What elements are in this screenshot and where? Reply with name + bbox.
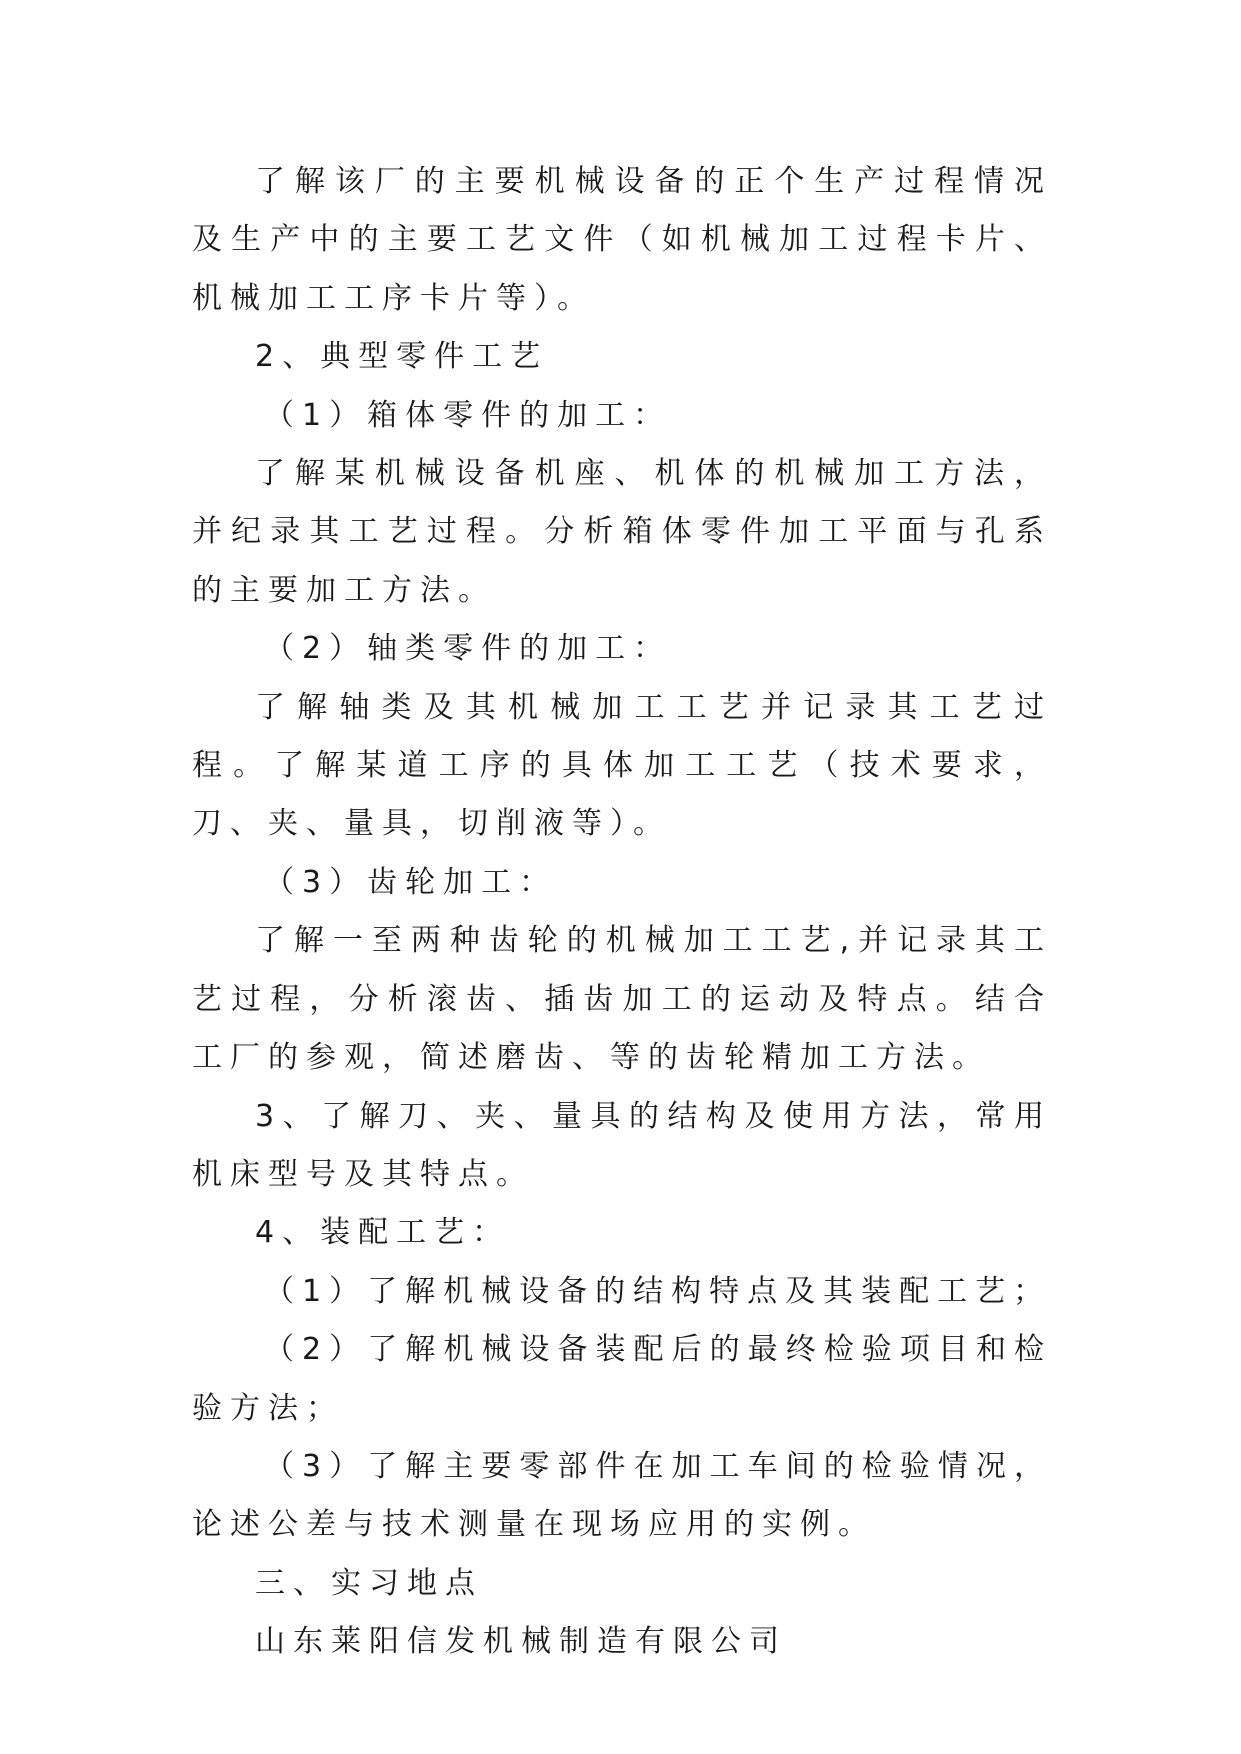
paragraph-company-name: 山东莱阳信发机械制造有限公司 [255,1624,787,1660]
document-body [192,153,1052,1672]
subheading-gear-machining: （3）齿轮加工： [264,864,558,900]
item-assembly-structure: （1）了解机械设备的结构特点及其装配工艺； [264,1273,1052,1309]
paragraph-box-parts: 了解某机械设备机座、机体的机械加工方法，并纪录其工艺过程。分析箱体零件加工平面与孔系的主要加工方法。 [192,456,1052,608]
paragraph-process-overview: 了解该厂的主要机械设备的正个生产过程情况及生产中的主要工艺文件（如机械加工过程卡片、机械加工工序卡片等）。 [192,164,1052,316]
subheading-shaft-parts: （2）轴类零件的加工： [264,631,672,667]
heading-assembly: 4、装配工艺： [255,1215,511,1251]
paragraph-tools-fixtures: 3、了解刀、夹、量具的结构及使用方法，常用机床型号及其特点。 [192,1098,1052,1192]
item-parts-inspection: （3）了解主要零部件在加工车间的检验情况，论述公差与技术测量在现场应用的实例。 [192,1448,1052,1543]
heading-typical-parts: 2、典型零件工艺 [255,339,549,375]
paragraph-shaft-parts: 了解轴类及其机械加工工艺并记录其工艺过程。了解某道工序的具体加工工艺（技术要求，刀、夹、量具，切削液等）。 [192,689,1052,842]
subheading-box-parts: （1）箱体零件的加工： [264,397,672,433]
item-assembly-inspection: （2）了解机械设备装配后的最终检验项目和检验方法； [192,1332,1052,1426]
paragraph-gear-machining: 了解一至两种齿轮的机械加工工艺,并记录其工艺过程，分析滚齿、插齿加工的运动及特点。结合工厂的参观，简述磨齿、等的齿轮精加工方法。 [192,923,1052,1076]
heading-internship-location: 三、实习地点 [255,1565,483,1601]
